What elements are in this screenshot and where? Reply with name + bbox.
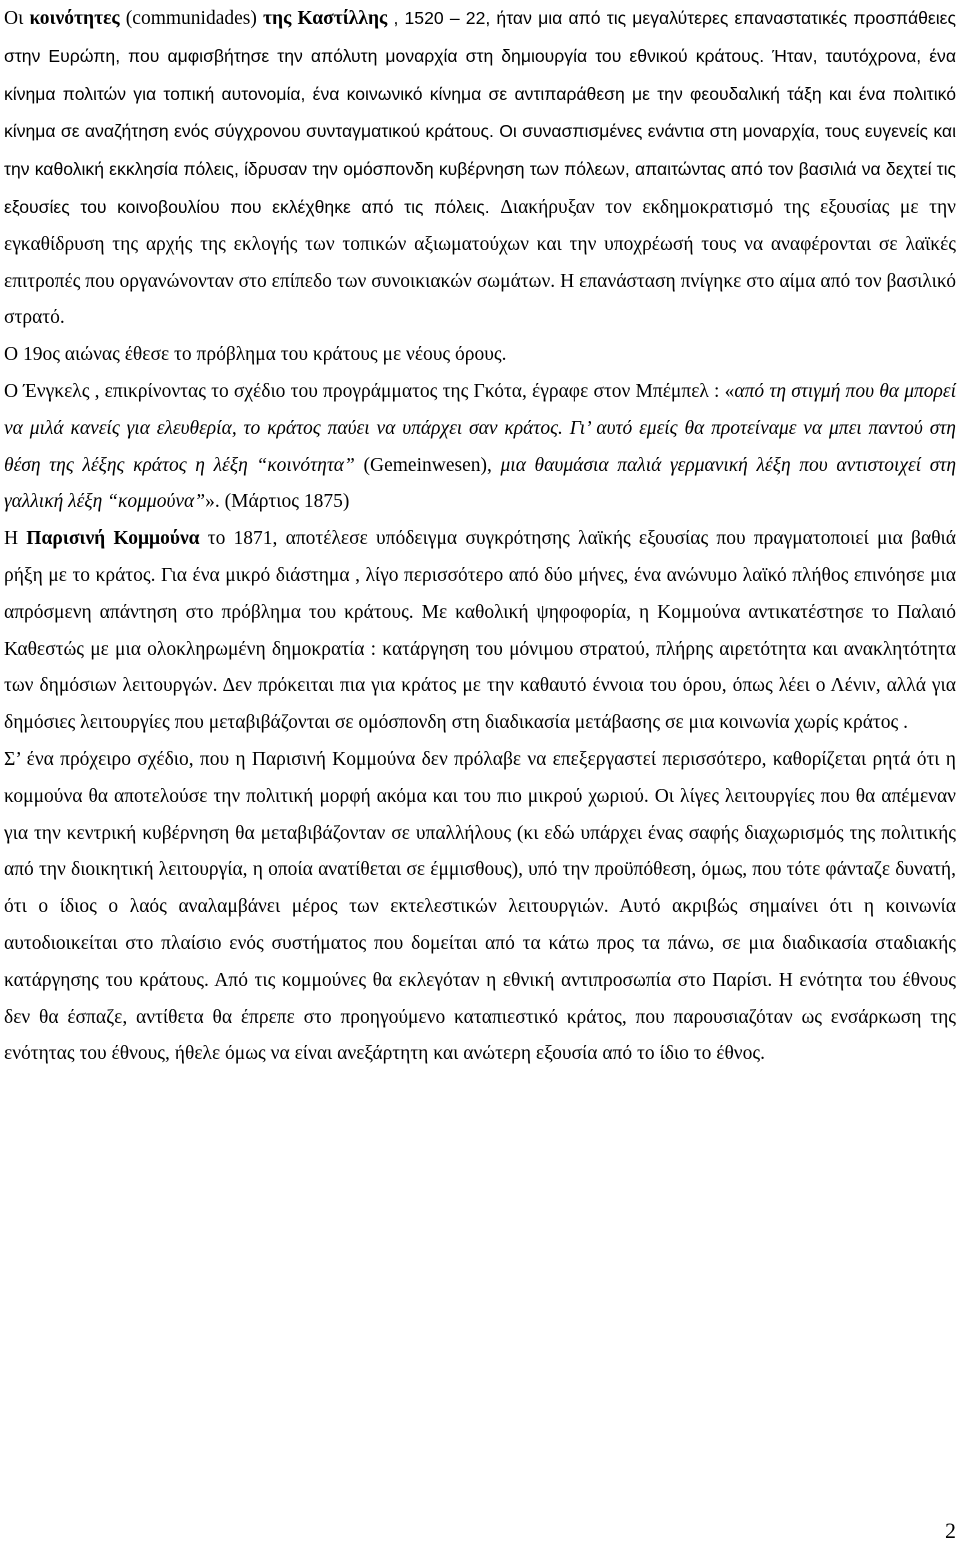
text-span: Ο Ένγκελς , επικρίνοντας το σχέδιο του προγράμματος της Γκότα, έγραφε στον Μπέμπελ : « <box>4 380 735 402</box>
document-body <box>4 0 956 1073</box>
text-span: Οι λίγες λειτουργίες που θα απέμεναν για την κεντρική κυβέρνηση θα μεταβιβάζονταν σε υπαλλήλους (κι εδώ υπάρχει ένας σαφής διαχωρισμός της πολιτικής από την διοικητική λειτουργία, η οποία ανατίθεται σε έμμισθους), υπό την προϋπόθεση, όμως, που τότε φάνταζε δυνατή, ότι ο ίδιος ο λαός αναλαμβάνει μέρος των εκτελεστικών λειτουργιών. <box>4 785 956 918</box>
text-span: ». (Μάρτιος 1875) <box>205 491 350 513</box>
page-number: 2 <box>945 1518 956 1543</box>
text-span: Με καθολική ψηφοφορία, η Κομμούνα αντικατέστησε το Παλαιό Καθεστώς με μια ολοκληρωμένη δημοκρατία : κατάργηση του μόνιμου στρατού, πλήρης αιρετότητα και ανακλητότητα των δημόσιων λειτουργών. <box>4 601 956 697</box>
bold-term-paris-commune: Παρισινή Κομμούνα <box>26 528 200 550</box>
text-span: Αυτό ακριβώς σημαίνει ότι η κοινωνία αυτοδιοικείται στο πλαίσιο ενός συστήματος που δομείται από τα κάτω προς τα πάνω, σε μια διαδικασία σταδιακής κατάργησης του κράτους. <box>4 896 956 991</box>
text-span: το 1871, αποτέλεσε υπόδειγμα συγκρότησης λαϊκής εξουσίας που πραγματοποιεί μια βαθιά ρήξη με το κράτος. <box>4 528 956 586</box>
text-span: Σ’ ένα πρόχειρο σχέδιο, που η Παρισινή Κομμούνα δεν πρόλαβε να επεξεργαστεί περισσότερο, καθορίζεται ρητά ότι η κομμούνα θα αποτελούσε την πολιτική μορφή ακόμα και του πιο μικρού χωριού. <box>4 748 956 807</box>
paragraph-paris-commune <box>4 521 956 742</box>
paragraph-19th-century <box>4 337 956 374</box>
text-span: , 1520 – 22, ήταν μια από τις μεγαλύτερες επαναστατικές προσπάθειες στην Ευρώπη, που αμφισβήτησε την απόλυτη μοναρχία στη δημιουργία του εθνικού κράτους. Ήταν, ταυτόχρονα, ένα κίνημα πολιτών για τοπική αυτονομία, ένα κοινωνικό κίνημα σε αντιπαράθεση με την φεουδαλική τάξη και ένα πολιτικό κίνημα σε αναζήτηση ενός σύγχρονου συνταγματικού κράτους. Οι συνασπισμένες ενάντια στη μοναρχία, τους ευγενείς και την καθολική εκκλησία πόλεις, ίδρυσαν την ομόσπονδη κυβέρνηση των πόλεων, απαιτώντας από τον βασιλιά να δεχτεί τις εξουσίες του κοινοβουλίου που εκλέχθηκε από τις πόλεις. <box>4 8 956 217</box>
text-span: Για ένα μικρό διάστημα , λίγο περισσότερο από δύο μήνες, ένα ανώνυμο λαϊκό πλήθος επινόησε μια απρόσμενη απάντηση στο πρόβλημα του κράτους. <box>4 564 956 623</box>
bold-term-castile: της Καστίλλης <box>263 8 388 29</box>
text-span: (Gemeinwesen), <box>354 454 501 476</box>
text-span: Οι <box>4 8 30 29</box>
text-span: Από τις κομμούνες θα εκλεγόταν η εθνική αντιπροσωπία στο Παρίσι. <box>214 969 779 991</box>
bold-term-communities: κοινότητες <box>29 8 120 29</box>
text-span: Διακήρυξαν τον εκδημοκρατισμό της εξουσίας με την εγκαθίδρυση της αρχής της εκλογής των τοπικών αξιωματούχων και την υποχρέωσή τους να αναφέρονται σε λαϊκές επιτροπές που οργανώνονταν στο επίπεδο των συνοικιακών σωμάτων. Η επανάσταση πνίγηκε στο αίμα από τον βασιλικό στρατό. <box>4 196 956 329</box>
quote-italic: από τη στιγμή που θα μπορεί να μιλά κανείς για ελευθερία, το κράτος παύει να υπάρχει σαν κράτος. Γι’ αυτό εμείς θα προτείναμε να μπει παντού στη θέση της λέξης κράτος η λέξη “κοινότητα” <box>4 380 956 476</box>
quote-italic: μια θαυμάσια παλιά γερμανική λέξη που αντιστοιχεί στη γαλλική λέξη “κομμούνα” <box>4 454 956 513</box>
text-span: Η <box>4 528 27 550</box>
text-span: Δεν πρόκειται πια για κράτος με την καθαυτό έννοια του όρου, όπως λέει ο Λένιν, αλλά για δημόσιες λειτουργίες που μεταβιβάζονται σε ομόσπονδη στη διαδικασία μετάβασης σε μια κοινωνία χωρίς κράτος . <box>4 675 957 734</box>
text-span: Η ενότητα του έθνους δεν θα έσπαζε, αντίθετα θα έπρεπε στο προηγούμενο καταπιεστικό κράτος, που παρουσιαζόταν ως ενσάρκωση της ενότητας του έθνους, ήθελε όμως να είναι ανεξάρτητη και ανώτερη εξουσία από το ίδιο το έθνος. <box>4 969 956 1065</box>
text-span: Ο 19ος αιώνας έθεσε το πρόβλημα του κράτους με νέους όρους. <box>4 344 507 366</box>
text-span: (communidades) <box>119 8 264 29</box>
paragraph-commune-draft <box>4 742 956 1073</box>
paragraph-engels-quote <box>4 374 956 521</box>
paragraph-castile-communities <box>4 0 956 337</box>
